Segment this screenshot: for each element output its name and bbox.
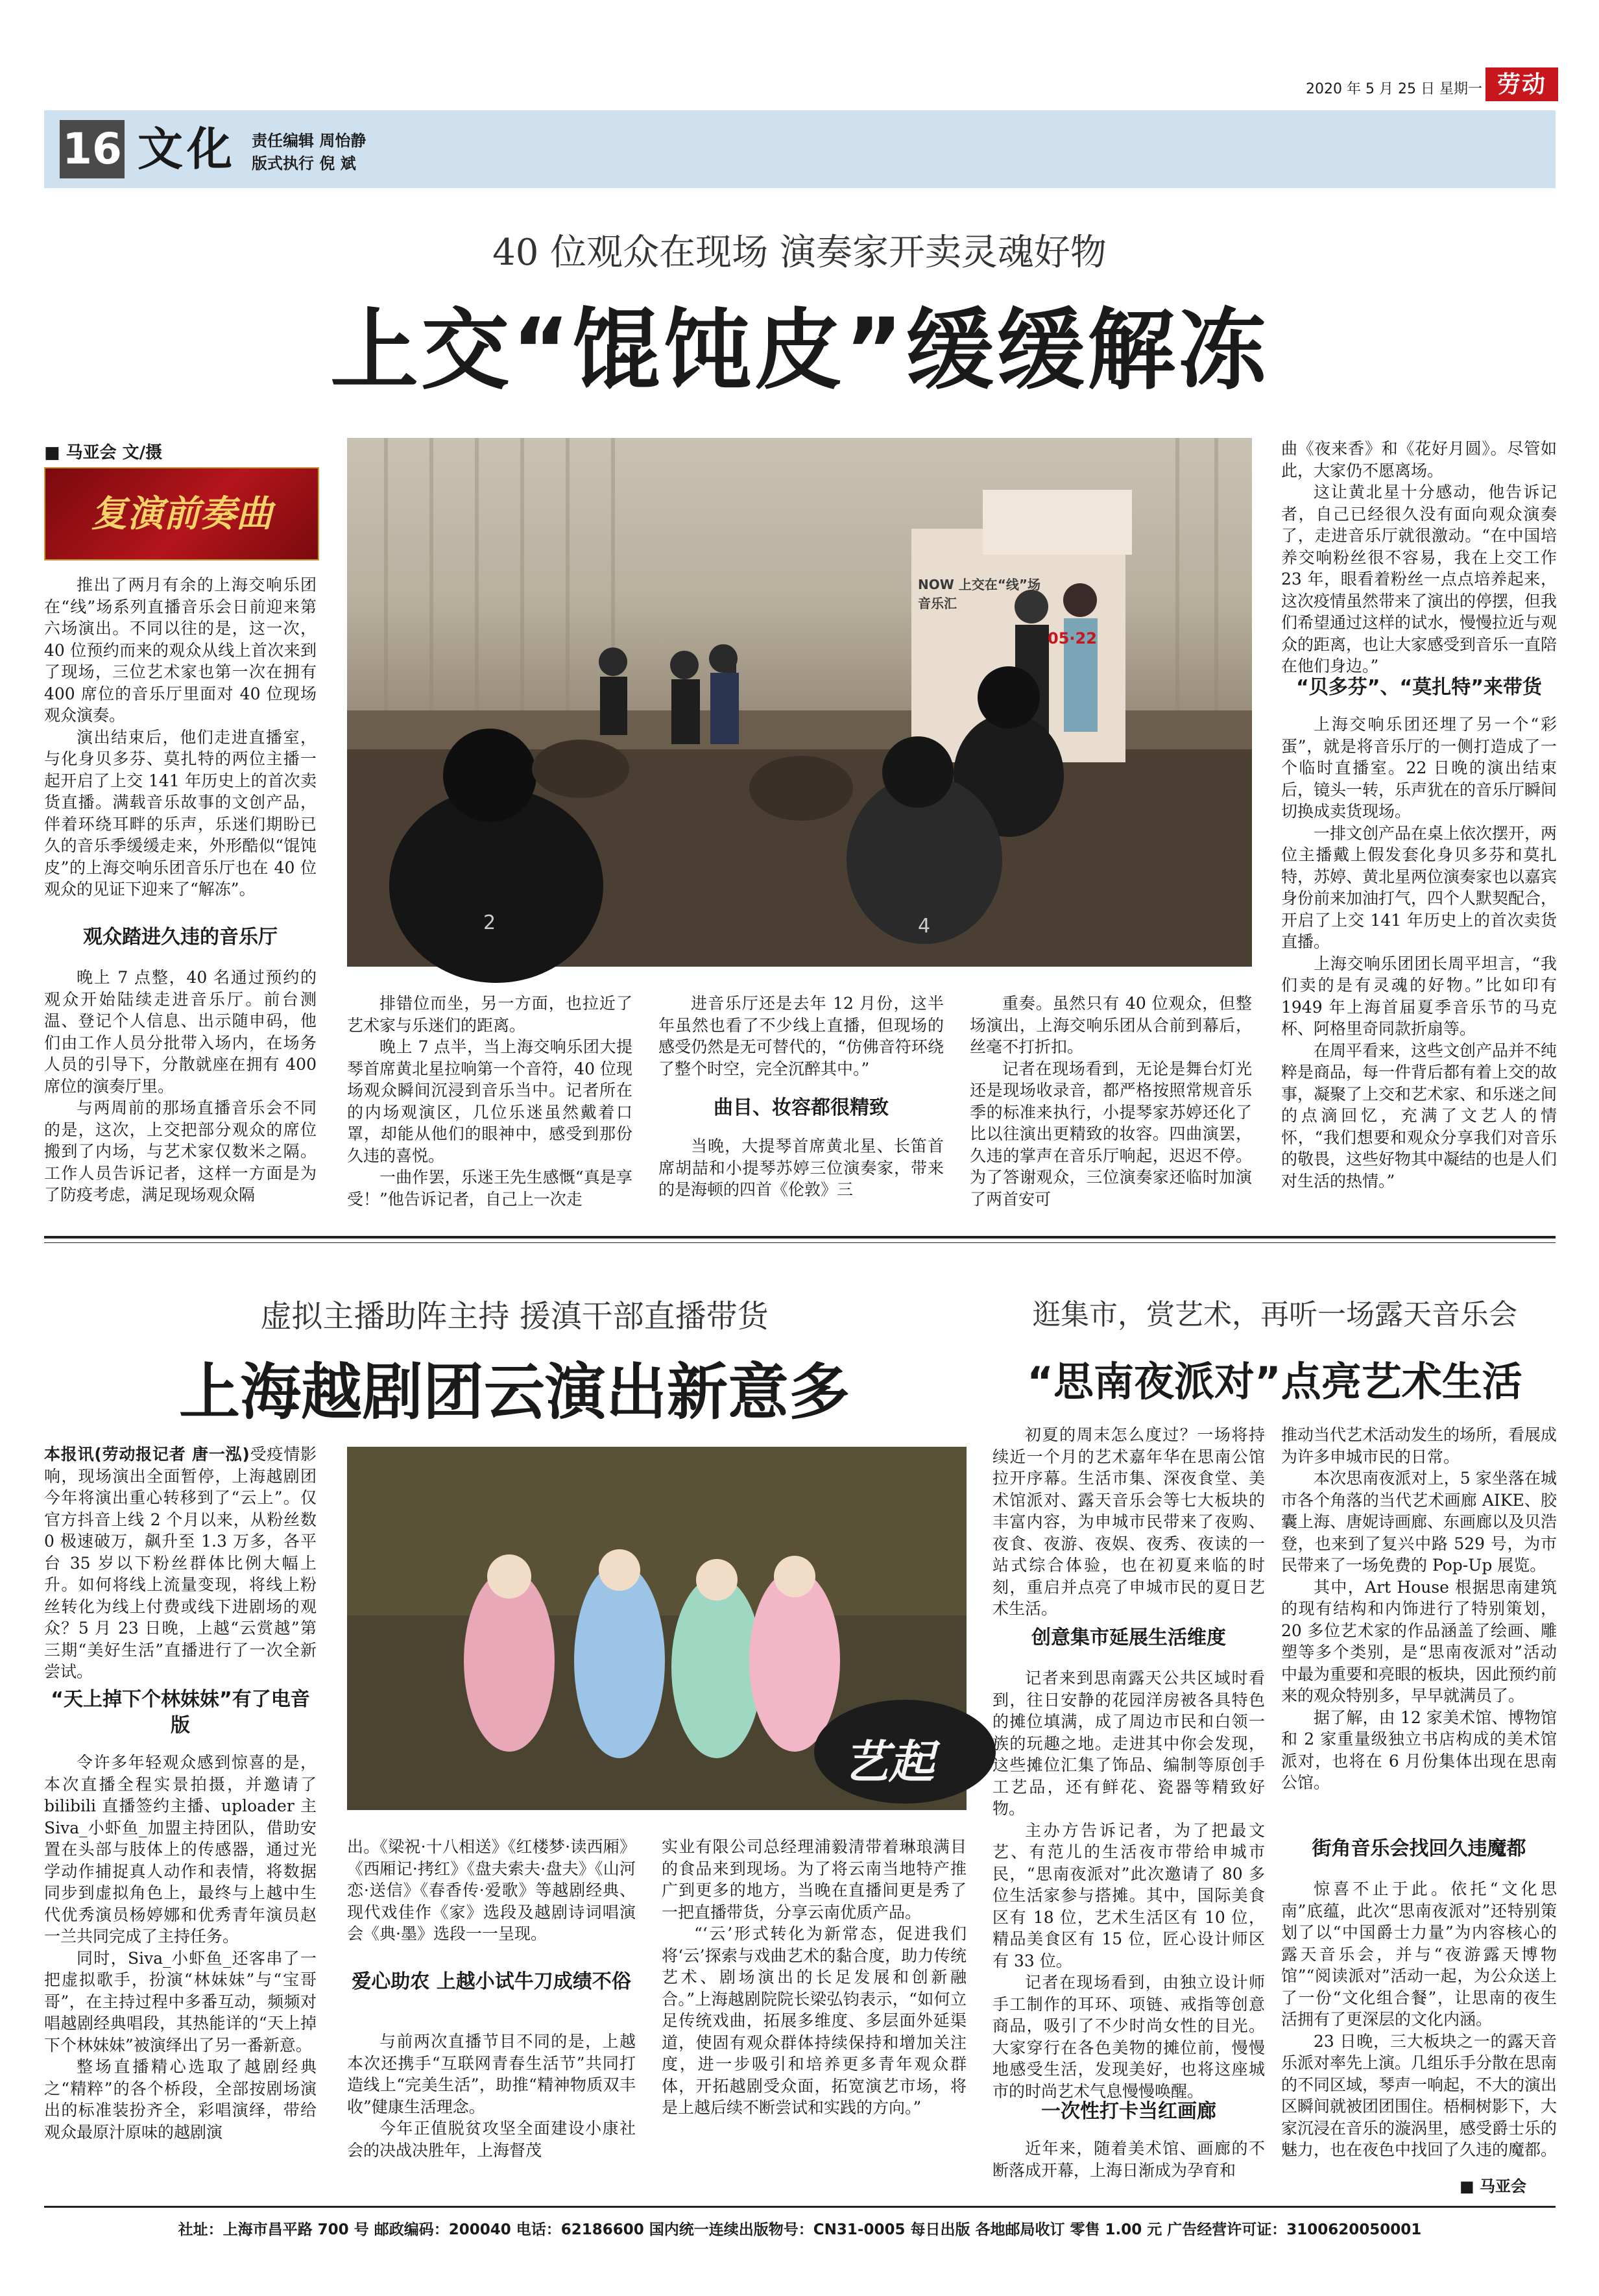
story1-col5: 曲《夜来香》和《花好月圆》。尽管如此，大家仍不愿离场。 这让黄北星十分感动，他告诉记者，自己已经很久没有面向观众演奏了，走进音乐厅就很激动。“在中国培养交响粉丝很不容易，我在上交工作 23 年，眼看着粉丝一点点培养起来，这次疫情虽然带来了演出的停摆，但我们希望通过这样的试水，慢慢拉近与观众的距离，也让大家感受到音乐一直陪在他们身边。” — [1281, 439, 1557, 675]
photo-banner-date: 05·22 — [1048, 629, 1097, 647]
story3-col1-tail: 近年来，随着美术馆、画廊的不断落成开幕，上海日渐成为孕育和 — [992, 2139, 1265, 2180]
story1-photo — [347, 438, 1252, 967]
seat-number-2: 2 — [483, 912, 496, 934]
story2-subhead-1: “天上掉下个林妹妹”有了电音版 — [51, 1688, 310, 1737]
story1-col5-body: 上海交响乐团还埋了另一个“彩蛋”，就是将音乐厅的一侧打造成了一个临时直播室。22 日晚的演出结束后，镜头一转，乐声犹在的音乐厅瞬间切换成卖货现场。 一排文创产品在桌上依次摆开，两位主播戴上假发套化身贝多芬和莫扎特，苏婷、黄北星两位演奏家也以嘉宾身份前来加油打气，四个人默契配合，开启了上交 141 年历史上的首次卖货直播。 上海交响乐团团长周平坦言，“我们卖的是有灵魂的好物。”比如印有 1949 年上海首届夏季音乐节的马克杯、阿格里奇同款折扇等。 在周平看来，这些文创产品并不纯粹是商品，每一件背后都有着上交的故事，凝聚了上交和艺术家、和乐迷之间的点滴回忆，充满了文艺人的情怀，“我们想要和观众分享我们对音乐的敬畏，这些好物其中凝结的也是人们对生活的热情。” — [1281, 715, 1557, 1190]
seat-number-4: 4 — [918, 915, 931, 937]
story3-col1-intro: 初夏的周末怎么度过？一场将持续近一个月的艺术嘉年华在思南公馆拉开序幕。生活市集、深夜食堂、美术馆派对、露天音乐会等七大板块的丰富内容，为申城市民带来了夜购、夜食、夜游、夜娱、夜秀、夜读的一站式综合体验，也在初夏来临的时刻，重启并点亮了申城市民的夏日艺术生活。 — [992, 1425, 1265, 1618]
story3-kicker: 逛集市，赏艺术，再听一场露天音乐会 — [1032, 1298, 1517, 1331]
footer-info: 社址：上海市昌平路 700 号 邮政编码：200040 电话：62186600 国内统一连续出版物号：CN31-0005 每日出版 各地邮局收订 零售 1.00 元 广告经营许可证：3100620050001 — [178, 2221, 1422, 2238]
newspaper-logo: 劳动 — [1485, 67, 1558, 101]
story3-headline: “思南夜派对”点亮艺术生活 — [1027, 1358, 1522, 1405]
story3-col2-body: 惊喜不止于此。依托“文化思南”底蕴，此次“思南夜派对”还特别策划了以“中国爵士力量”为内容核心的露天音乐会，并与“夜游露天博物馆”“阅读派对”活动一起，为公众送上了一份“文化组合餐”，让思南的夜生活拥有了更深层的文化内涵。 23 日晚，三大板块之一的露天音乐派对率先上演。几组乐手分散在思南的不同区域，琴声一响起，不大的演出区瞬间就被团团围住。梧桐树影下，大家沉浸在音乐的漩涡里，感受爵士乐的魅力，也在夜色中找回了久违的魔都。 — [1281, 1879, 1557, 2159]
story1-subhead-3: “贝多芬”、“莫扎特”来带货 — [1296, 676, 1542, 699]
story2-col2-body: 与前两次直播节目不同的是，上越本次还携手“互联网青春生活节”共同打造线上“完美生活”，助推“精神物质双丰收”健康生活理念。 今年正值脱贫攻坚全面建设小康社会的决战决胜年，上海督茂 — [347, 2032, 636, 2160]
story3-subhead-1: 创意集市延展生活维度 — [1031, 1626, 1226, 1649]
story3-byline: ■ 马亚会 — [1460, 2177, 1527, 2195]
story1-subhead-1: 观众踏进久违的音乐厅 — [83, 926, 278, 949]
section-divider — [44, 1236, 1556, 1239]
section-title: 文化 — [138, 122, 236, 176]
editor-credit: 责任编辑 周怡静 — [252, 132, 367, 150]
story1-byline: ■ 马亚会 文/摄 — [44, 443, 163, 463]
story2-col2: 出。《梁祝·十八相送》《红楼梦·读西厢》《西厢记·拷红》《盘夫索夫·盘夫》《山河恋·送信》《春香传·爱歌》等越剧经典、现代戏佳作《家》选段及越剧诗词唱演会《典·墨》选段一一呈现。 — [347, 1837, 636, 1943]
story1-kicker: 40 位观众在现场 演奏家开卖灵魂好物 — [492, 232, 1107, 274]
story2-headline: 上海越剧团云演出新意多 — [178, 1357, 850, 1428]
story1-col3: 进音乐厅还是去年 12 月份，这半年虽然也看了不少线上直播，但现场的感受仍然是无可替代的，“仿佛音符环绕了整个时空，完全沉醉其中。” — [658, 994, 944, 1078]
story1-col4: 重奏。虽然只有 40 位观众，但整场演出，上海交响乐团从合前到幕后，丝毫不打折扣。 记者在现场看到，无论是舞台灯光还是现场收录音，都严格按照常规音乐季的标准来执行，小提琴家苏婷还化了比以往演出更精致的妆容。四曲演罢，久违的掌声在音乐厅响起，迟迟不停。为了答谢观众，三位演奏家还临时加演了两首安可 — [970, 994, 1252, 1209]
layout-credit: 版式执行 倪 斌 — [252, 154, 356, 173]
photo-banner-text: NOW 上交在“线”场音乐汇 — [918, 577, 1041, 611]
issue-date: 2020 年 5 月 25 日 星期一 — [1306, 81, 1482, 97]
story3-col1-body: 记者来到思南露天公共区域时看到，往日安静的花园洋房被各具特色的摊位填满，成了周边市民和白领一族的玩趣之地。走进其中你会发现，这些摊位汇集了饰品、编制等原创手工艺品，还有鲜花、瓷器等精致好物。 主办方告诉记者，为了把最文艺、有范儿的生活夜市带给申城市民，“思南夜派对”此次邀请了 80 多位生活家参与搭摊。其中，国际美食区有 18 位，艺术生活区有 10 位，精品美食区有 15 位，匠心设计师区有 33 位。 记者在现场看到，由独立设计师手工制作的耳环、项链、戒指等创意商品，吸引了不少时尚女性的目光。大家穿行在各色美物的摊位前，慢慢地感受生活，发现美好，也将这座城市的时尚艺术气息慢慢唤醒。 — [992, 1669, 1265, 2101]
series-badge-text: 复演前奏曲 — [91, 492, 272, 535]
story3-subhead-3: 街角音乐会找回久违魔都 — [1312, 1837, 1526, 1860]
page-number: 16 — [60, 120, 125, 178]
footer-rule — [44, 2206, 1556, 2208]
story2-photo — [347, 1447, 967, 1810]
story1-subhead-2: 曲目、妆容都很精致 — [714, 1096, 889, 1119]
story2-col1-intro: 本报讯(劳动报记者 唐一泓)受疫情影响，现场演出全面暂停，上海越剧团今年将演出重心转移到了“云上”。仅官方抖音上线 2 个月以来，从粉丝数 0 极速破万，飙升至 1.3 万多，各平台 35 岁以下粉丝群体比例大幅上升。如何将线上流量变现，将线上粉丝转化为线上付费或线下进剧场的观众？5 月 23 日晚，上越“云赏越”第三期“美好生活”直播进行了一次全新尝试。 — [44, 1445, 317, 1681]
section-divider-thin — [44, 1242, 1556, 1243]
story1-col1-body: 晚上 7 点整，40 名通过预约的观众开始陆续走进音乐厅。前台测温、登记个人信息、出示随申码，他们由工作人员分批带入场内，在场务人员的引导下，分散就座在拥有 400 席位的演奏厅里。 与两周前的那场直播音乐会不同的是，这次，上交把部分观众的席位搬到了内场，与艺术家仅数米之隔。工作人员告诉记者，这样一方面是为了防疫考虑，满足现场观众隔 — [44, 968, 317, 1204]
story3-subhead-2: 一次性打卡当红画廊 — [1041, 2100, 1216, 2123]
story1-col2: 排错位而坐，另一方面，也拉近了艺术家与乐迷们的距离。 晚上 7 点半，当上海交响乐团大提琴首席黄北星拉响第一个音符，40 位现场观众瞬间沉浸到音乐当中。记者所在的内场观演区，几位乐迷虽然戴着口罩，却能从他们的眼神中，感受到那份久违的喜悦。 一曲作罢，乐迷王先生感慨“真是享受！”他告诉记者，自己上一次走 — [347, 994, 632, 1209]
concert-hall-scene — [347, 438, 1252, 967]
story2-dateline: 本报讯(劳动报记者 唐一泓) — [44, 1445, 250, 1464]
story2-col3: 实业有限公司总经理浦毅清带着琳琅满目的食品来到现场。为了将云南当地特产推广到更多的地方，当晚在直播间更是秀了一把直播带货，分享云南优质产品。 “‘云’形式转化为新常态，促进我们将‘云’探索与戏曲艺术的黏合度，助力传统艺术、剧场演出的长足发展和创新融合。”上海越剧院院长梁弘钧表示，“如何立足传统戏曲，拓展多维度、多层面外延渠道，使固有观众群体持续保持和增加关注度，进一步吸引和培养更多青年观众群体，开拓越剧受众面，拓宽演艺市场，将是上越后续不断尝试和实践的方向。” — [662, 1837, 967, 2117]
story1-headline: 上交“馄饨皮”缓缓解冻 — [330, 300, 1269, 402]
story2-col1-body: 令许多年轻观众感到惊喜的是，本次直播全程实景拍摄，并邀请了 bilibili 直播签约主播、uploader 主 Siva_小虾鱼_加盟主持团队，借助安置在头部与肢体上的传感器，通过光学动作捕捉真人动作和表情，将数据同步到虚拟角色上，最终与上越中生代优秀演员杨婷娜和优秀青年演员赵一兰共同完成了主持任务。 同时，Siva_小虾鱼_还客串了一把虚拟歌手，扮演“林妹妹”与“宝哥哥”，在主持过程中多番互动，频频对唱越剧经典唱段，其热能详的“天上掉下个林妹妹”被演绎出了另一番新意。 整场直播精心选取了越剧经典之“精粹”的各个桥段，全部按剧场演出的标准装扮齐全，彩唱演绎，带给观众最原汁原味的越剧演 — [44, 1753, 317, 2142]
series-badge — [44, 467, 319, 561]
story3-col2: 推动当代艺术活动发生的场所，看展成为许多申城市民的日常。 本次思南夜派对上，5 家坐落在城市各个角落的当代艺术画廊 AIKE、胶囊上海、唐妮诗画廊、东画廊以及贝浩登，也来到了复兴中路 529 号，为市民带来了一场免费的 Pop-Up 展览。 其中，Art House 根据思南建筑的现有结构和内饰进行了特别策划，20 多位艺术家的作品涵盖了绘画、雕塑等多个类别，是“思南夜派对”活动中最为重要和亮眼的板块，因此预约前来的观众特别多，早早就满员了。 据了解，由 12 家美术馆、博物馆和 2 家重量级独立书店构成的美术馆派对，也将在 6 月份集体出现在思南公馆。 — [1281, 1425, 1557, 1792]
story2-subhead-2: 爱心助农 上越小试牛刀成绩不俗 — [352, 1970, 631, 1993]
story2-kicker: 虚拟主播助阵主持 援滇干部直播带货 — [260, 1298, 769, 1335]
story1-col1-intro: 推出了两月有余的上海交响乐团在“线”场系列直播音乐会日前迎来第六场演出。不同以往的是，这一次，40 位预约而来的观众从线上首次来到了现场，三位艺术家也第一次在拥有 400 席位的音乐厅里面对 40 位现场观众演奏。 演出结束后，他们走进直播室，与化身贝多芬、莫扎特的两位主播一起开启了上交 141 年历史上的首次卖货直播。满载音乐故事的文创产品，伴着环绕耳畔的乐声，乐迷们期盼已久的音乐季缓缓走来，外形酷似“馄饨皮”的上海交响乐团音乐厅也在 40 位观众的见证下迎来了“解冻”。 — [44, 575, 317, 899]
story1-col3-body: 当晚，大提琴首席黄北星、长笛首席胡喆和小提琴苏婷三位演奏家，带来的是海顿的四首《伦敦》三 — [658, 1137, 944, 1199]
brush-watermark: 艺起 — [843, 1735, 934, 1789]
